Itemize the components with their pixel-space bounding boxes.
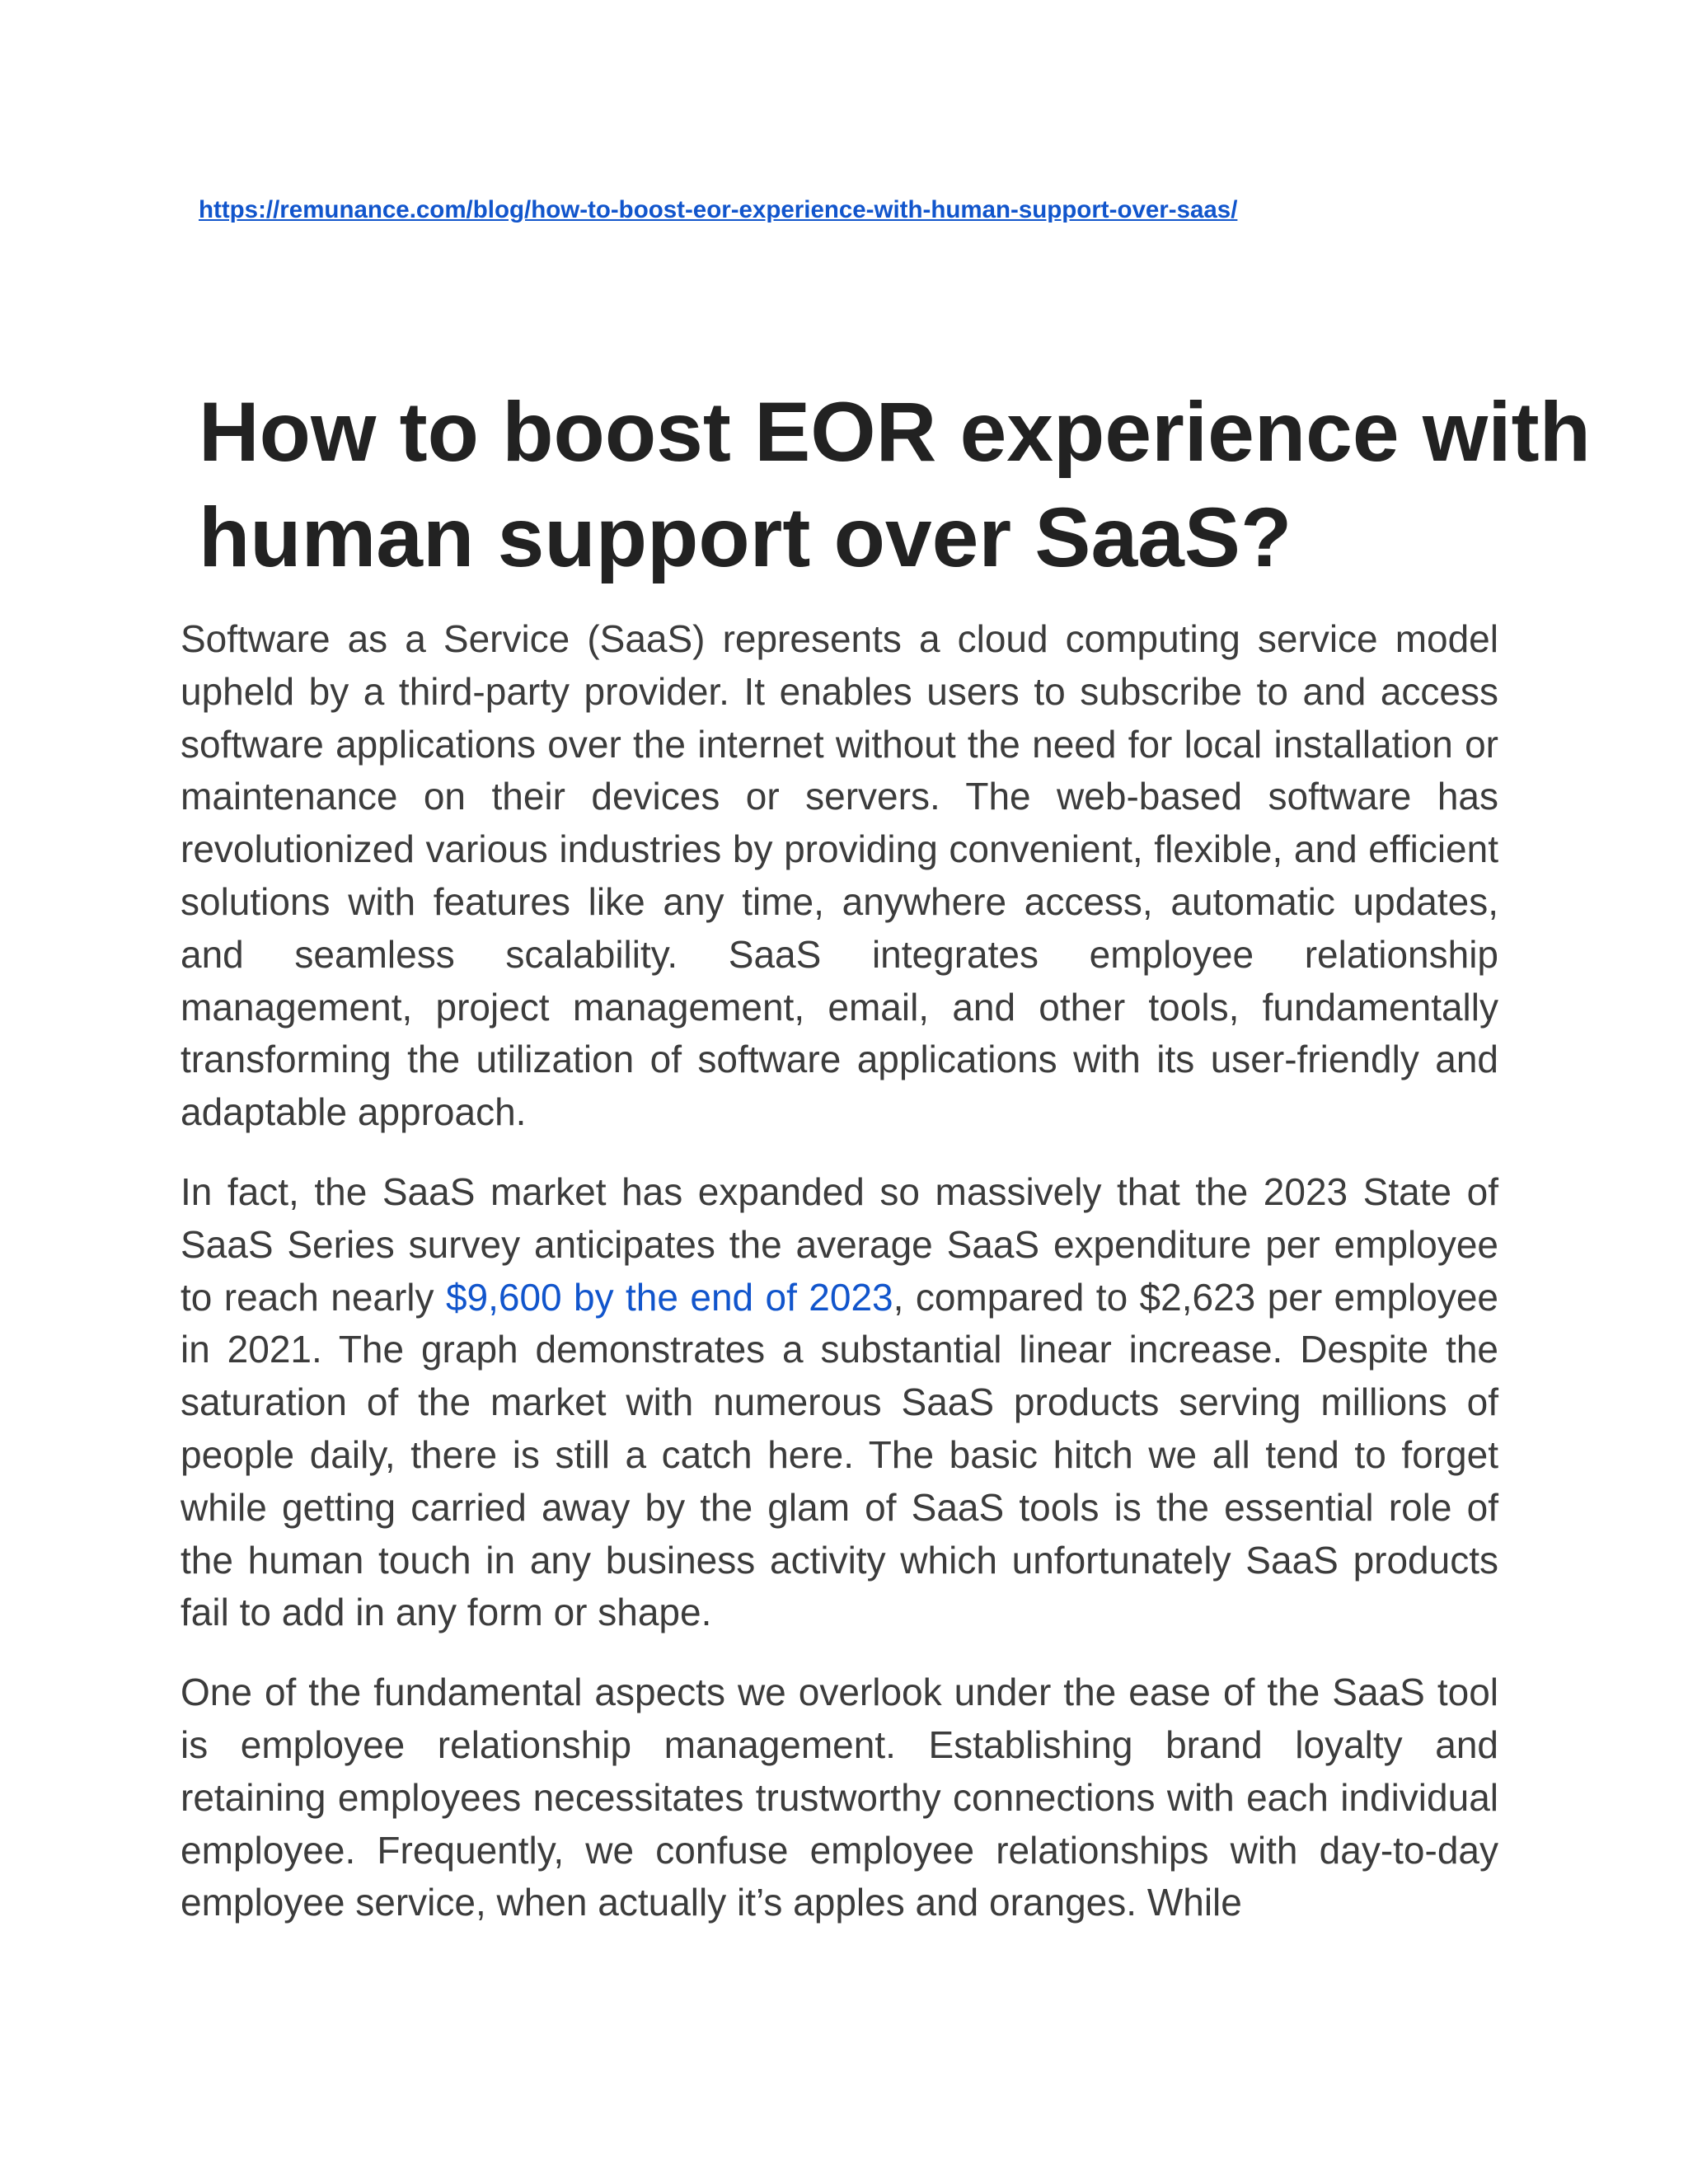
paragraph-2-text-end: , compared to $2,623 per employee in 2021. The graph demonstrates a substantial linear increase. Despite the saturation of the market with numerous SaaS products serving millions of people daily, there is still a catch here. The basic hitch we all tend to forget while getting carried away by the glam of SaaS tools is the essential role of the human touch in any business activity which unfortunately SaaS products fail to add in any form or shape. xyxy=(181,1275,1498,1634)
paragraph-2-text-start: In fact, the SaaS market has expanded so massively that the 2023 State of SaaS Series survey anticipates the average SaaS expenditure per employee to reach nearly xyxy=(181,1169,1498,1319)
paragraph-2 xyxy=(181,1166,1498,1639)
source-url-link[interactable]: https://remunance.com/blog/how-to-boost-eor-experience-with-human-support-over-saas/ xyxy=(199,196,1238,223)
article-title: How to boost EOR experience with human support over SaaS? xyxy=(199,385,1591,584)
paragraph-3: One of the fundamental aspects we overlook under the ease of the SaaS tool is employee relationship management. Establishing brand loyalty and retaining employees necessitates trustworthy connections with each individual employee. Frequently, we confuse employee relationships with day-to-day employee service, when actually it’s apples and oranges. While xyxy=(181,1671,1498,1924)
paragraph-1: Software as a Service (SaaS) represents a cloud computing service model upheld by a third-party provider. It enables users to subscribe to and access software applications over the internet without the need for local installation or maintenance on their devices or servers. The web-based software has revolutionized various industries by providing convenient, flexible, and efficient solutions with features like any time, anywhere access, automatic updates, and seamless scalability. SaaS integrates employee relationship management, project management, email, and other tools, fundamentally transforming the utilization of software applications with its user-friendly and adaptable approach. xyxy=(181,617,1498,1134)
article-body xyxy=(181,613,1498,1957)
saas-spend-link[interactable]: $9,600 by the end of 2023 xyxy=(445,1275,893,1319)
